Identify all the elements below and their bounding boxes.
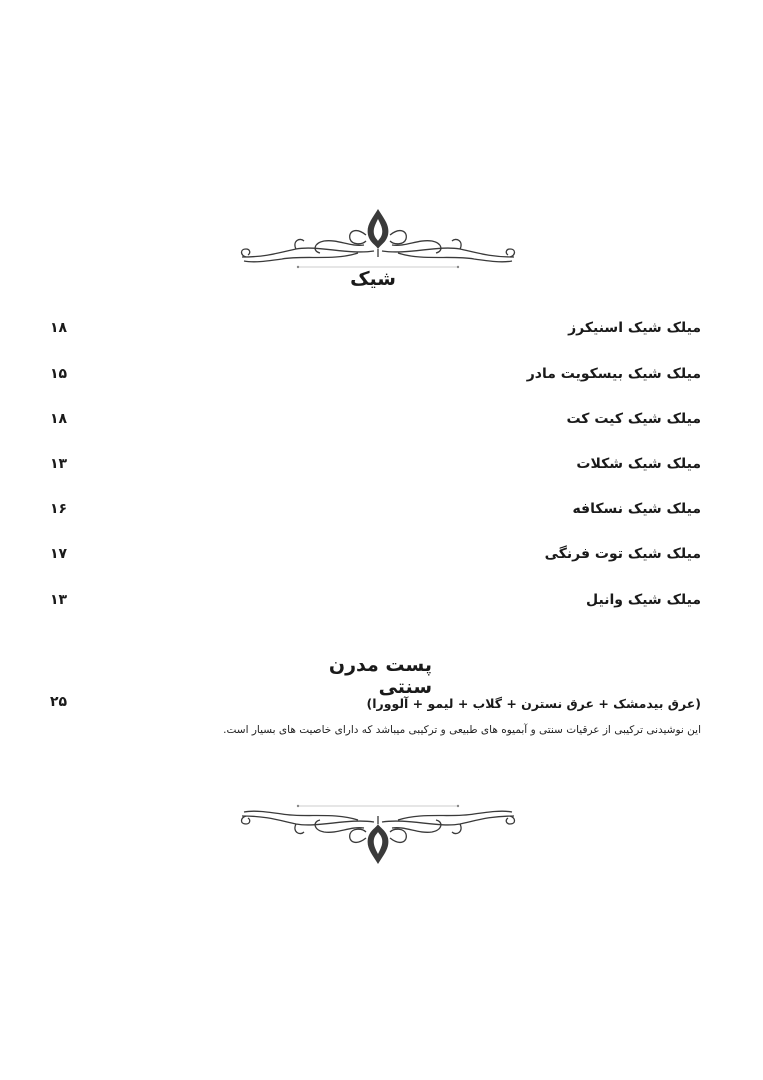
section-title-shake: شیک: [350, 268, 396, 290]
item-description: این نوشیدنی ترکیبی از عرقیات سنتی و آبمیوه های طبیعی و ترکیبی میباشد که دارای خاصیت های بسیار است.: [223, 724, 701, 736]
item-price: ۱۳: [50, 592, 68, 608]
menu-item: [50, 366, 701, 392]
item-name: میلک شیک بیسکویت مادر: [526, 366, 701, 382]
item-name: میلک شیک نسکافه: [572, 501, 701, 517]
menu-item-post-modern: [50, 694, 701, 754]
item-price: ۱۷: [50, 546, 68, 562]
item-price: ۱۶: [50, 501, 68, 517]
menu-item: [50, 546, 701, 572]
item-price: ۲۵: [50, 694, 68, 710]
flourish-ornament-bottom-icon: [238, 798, 518, 868]
menu-item: [50, 456, 701, 482]
item-name: (عرق بیدمشک + عرق نسترن + گلاب + لیمو + آلوورا): [366, 696, 701, 711]
menu-item: [50, 411, 701, 437]
item-name: میلک شیک کیت کت: [566, 411, 701, 427]
menu-item: [50, 320, 701, 346]
item-price: ۱۸: [50, 320, 68, 336]
item-name: میلک شیک شکلات: [576, 456, 701, 472]
item-price: ۱۳: [50, 456, 68, 472]
item-price: ۱۵: [50, 366, 68, 382]
item-name: میلک شیک وانیل: [586, 592, 701, 608]
section-title-post-modern: پست مدرن سنتی: [328, 654, 432, 698]
item-name: میلک شیک اسنیکرز: [568, 320, 701, 336]
item-name: میلک شیک توت فرنگی: [544, 546, 701, 562]
menu-item: [50, 592, 701, 618]
item-price: ۱۸: [50, 411, 68, 427]
menu-item: [50, 501, 701, 527]
